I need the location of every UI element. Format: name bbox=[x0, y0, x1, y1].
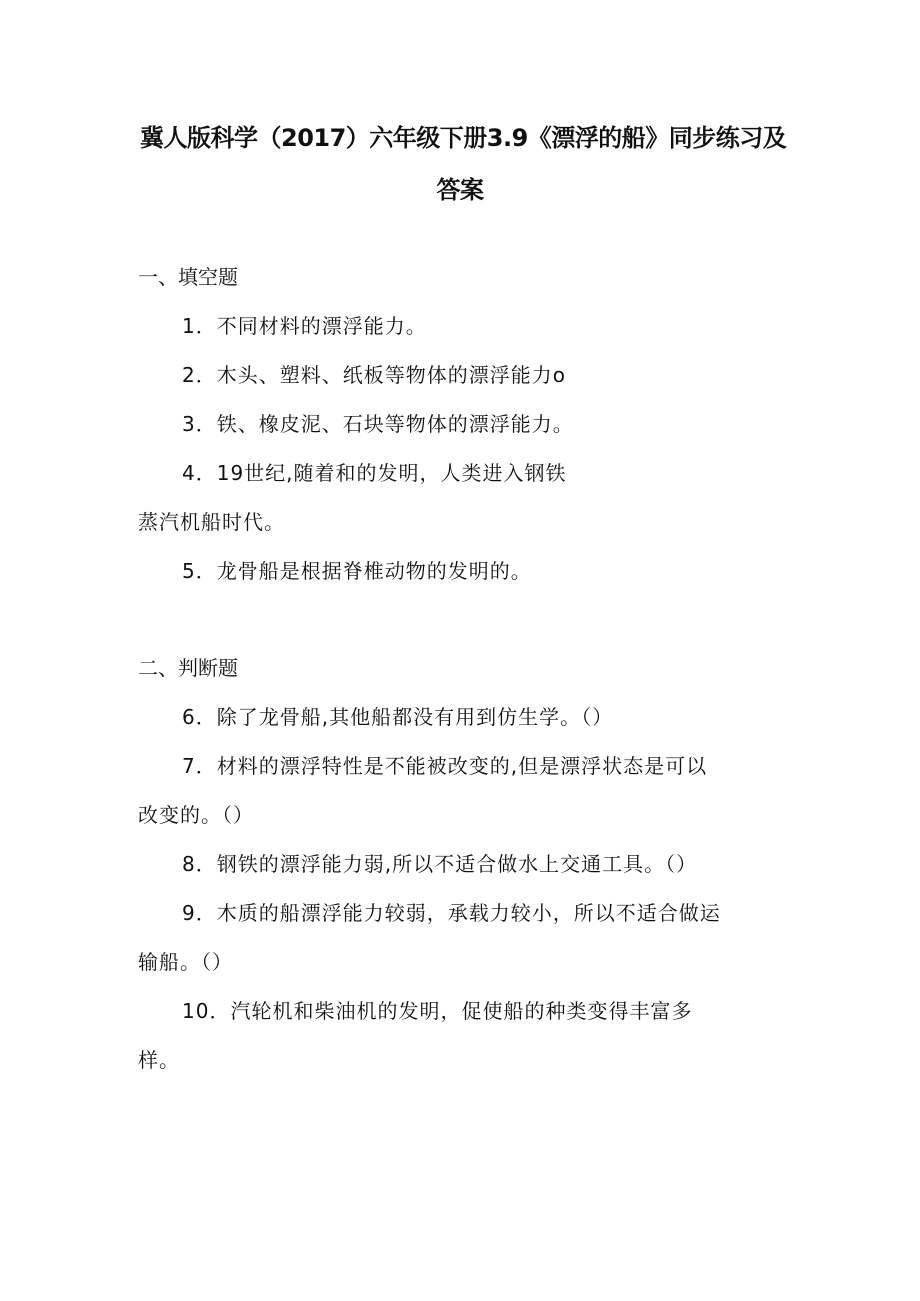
title-line-1: 冀人版科学（2017）六年级下册3.9《漂浮的船》同步练习及 bbox=[140, 124, 787, 152]
question-1: 1．不同材料的漂浮能力。 bbox=[182, 314, 427, 338]
question-5: 5．龙骨船是根据脊椎动物的发明的。 bbox=[182, 559, 532, 583]
question-10-line-2: 样。 bbox=[138, 1048, 180, 1072]
question-10-line-1: 10．汽轮机和柴油机的发明，促使船的种类变得丰富多 bbox=[182, 999, 693, 1023]
question-6: 6．除了龙骨船,其他船都没有用到仿生学。（） bbox=[182, 705, 614, 729]
question-4-line-1: 4．19世纪,随着和的发明，人类进入钢铁 bbox=[182, 461, 567, 485]
question-9-line-2: 输船。（） bbox=[138, 950, 233, 974]
question-9-line-1: 9．木质的船漂浮能力较弱，承载力较小，所以不适合做运 bbox=[182, 901, 721, 925]
question-7-line-2: 改变的。（） bbox=[138, 803, 254, 827]
question-4-line-2: 蒸汽机船时代。 bbox=[138, 510, 285, 534]
question-3: 3．铁、橡皮泥、石块等物体的漂浮能力。 bbox=[182, 412, 574, 436]
section-heading-fill-in-blank: 一、填空题 bbox=[138, 265, 238, 289]
question-8: 8．钢铁的漂浮能力弱,所以不适合做水上交通工具。（） bbox=[182, 852, 698, 876]
document-title bbox=[140, 112, 787, 216]
question-2: 2．木头、塑料、纸板等物体的漂浮能力o bbox=[182, 363, 566, 387]
title-line-2: 答案 bbox=[436, 176, 484, 204]
question-7-line-1: 7．材料的漂浮特性是不能被改变的,但是漂浮状态是可以 bbox=[182, 754, 708, 778]
section-heading-true-false: 二、判断题 bbox=[138, 656, 238, 680]
